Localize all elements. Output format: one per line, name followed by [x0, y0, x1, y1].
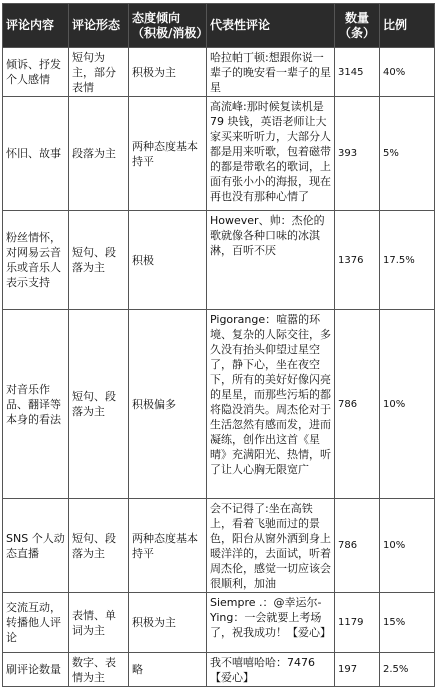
- table-row: [3, 593, 435, 653]
- header-ratio: 比例: [380, 4, 435, 48]
- table-row: [3, 653, 435, 687]
- table-row: [3, 97, 435, 211]
- cell-ratio: 17.5%: [380, 211, 435, 310]
- cell-attitude: 积极为主: [129, 48, 207, 97]
- cell-ratio: 15%: [380, 593, 435, 653]
- cell-content: 粉丝情怀，对网易云音乐或音乐人表示支持: [3, 211, 69, 310]
- cell-count: 197: [335, 653, 380, 687]
- cell-attitude: 两种态度基本持平: [129, 499, 207, 593]
- header-form: 评论形态: [69, 4, 129, 48]
- header-example: 代表性评论: [207, 4, 335, 48]
- cell-content: 对音乐作品、翻译等本身的看法: [3, 310, 69, 499]
- cell-attitude: 两种态度基本持平: [129, 97, 207, 211]
- cell-example: However、帅：杰伦的歌就像各种口味的冰淇淋，百听不厌: [207, 211, 335, 310]
- table-row: [3, 211, 435, 310]
- cell-form: 数字、表情为主: [69, 653, 129, 687]
- cell-example: 高流峰:那时候复读机是 79 块钱，英语老师让大家买来听听力，大部分人都是用来听歌，包着磁带的都是带歌名的歌词，上面有张小小的海报，现在再也没有那种心情了: [207, 97, 335, 211]
- cell-attitude: 略: [129, 653, 207, 687]
- cell-count: 786: [335, 499, 380, 593]
- cell-form: 短句为主，部分表情: [69, 48, 129, 97]
- cell-form: 表情、单词为主: [69, 593, 129, 653]
- table-row: [3, 48, 435, 97]
- table-row: [3, 310, 435, 499]
- cell-content: 刷评论数量: [3, 653, 69, 687]
- cell-ratio: 10%: [380, 499, 435, 593]
- cell-example: Pigorange：喧嚣的环境、复杂的人际交往，多久没有抬头仰望过星空了，静下心，坐在夜空下，所有的美好好像闪亮的星星，而那些污垢的都将隐没消失。周杰伦对于生活忽然有感而发，进而凝练，创作出这首《星晴》充满阳光、热情，听了让人心胸无限宽广: [207, 310, 335, 499]
- cell-count: 786: [335, 310, 380, 499]
- cell-example: 我不嘻嘻哈哈：7476【爱心】: [207, 653, 335, 687]
- cell-ratio: 5%: [380, 97, 435, 211]
- cell-example: 哈拉帕丁顿:想跟你说一辈子的晚安看一辈子的星星: [207, 48, 335, 97]
- cell-ratio: 40%: [380, 48, 435, 97]
- header-row: [3, 4, 435, 48]
- cell-count: 393: [335, 97, 380, 211]
- cell-ratio: 10%: [380, 310, 435, 499]
- cell-content: 怀旧、故事: [3, 97, 69, 211]
- cell-form: 短句、段落为主: [69, 499, 129, 593]
- cell-attitude: 积极为主: [129, 593, 207, 653]
- cell-count: 1179: [335, 593, 380, 653]
- cell-attitude: 积极: [129, 211, 207, 310]
- cell-example: 会不记得了:坐在高铁上，看着飞驰而过的景色，阳台从窗外洒到身上暖洋洋的，去面试，听着周杰伦，感觉一切应该会很顺利，加油: [207, 499, 335, 593]
- header-attitude: 态度倾向（积极/消极）: [129, 4, 207, 48]
- cell-count: 1376: [335, 211, 380, 310]
- cell-content: 交流互动，转播他人评论: [3, 593, 69, 653]
- header-count: 数量（条）: [335, 4, 380, 48]
- cell-attitude: 积极偏多: [129, 310, 207, 499]
- table-row: [3, 499, 435, 593]
- header-content: 评论内容: [3, 4, 69, 48]
- cell-form: 短句、段落为主: [69, 211, 129, 310]
- cell-content: SNS 个人动态直播: [3, 499, 69, 593]
- cell-content: 倾诉、抒发个人感情: [3, 48, 69, 97]
- cell-ratio: 2.5%: [380, 653, 435, 687]
- cell-form: 段落为主: [69, 97, 129, 211]
- cell-count: 3145: [335, 48, 380, 97]
- cell-example: Siempre .：@幸运尔-Ying：一会就要上考场了，祝我成功！【爱心】: [207, 593, 335, 653]
- cell-form: 短句、段落为主: [69, 310, 129, 499]
- comment-analysis-table: [2, 3, 435, 687]
